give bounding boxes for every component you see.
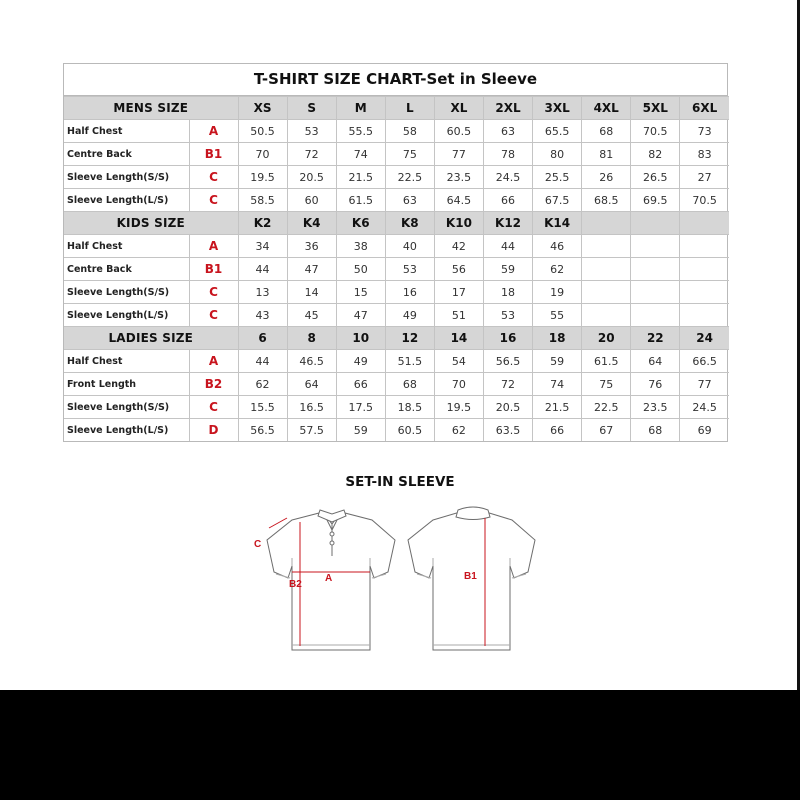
size-value: 74: [533, 373, 582, 396]
size-value: 21.5: [336, 166, 385, 189]
size-header: 6XL: [680, 97, 729, 120]
size-value: 60.5: [385, 419, 434, 442]
size-value: 13: [238, 281, 287, 304]
size-value: 36: [287, 235, 336, 258]
size-header: K12: [483, 212, 532, 235]
size-value: 59: [483, 258, 532, 281]
size-header: 12: [385, 327, 434, 350]
size-value: 58.5: [238, 189, 287, 212]
size-value: 61.5: [336, 189, 385, 212]
size-value: 68: [631, 419, 680, 442]
size-header: [680, 212, 729, 235]
size-value: 64: [287, 373, 336, 396]
size-value: 51.5: [385, 350, 434, 373]
size-value: 23.5: [631, 396, 680, 419]
size-value: [582, 258, 631, 281]
size-value: 62: [533, 258, 582, 281]
size-value: [680, 281, 729, 304]
size-value: 18.5: [385, 396, 434, 419]
size-header: 3XL: [533, 97, 582, 120]
size-header: L: [385, 97, 434, 120]
measurement-name: Centre Back: [64, 143, 189, 166]
size-value: 38: [336, 235, 385, 258]
size-value: 63: [385, 189, 434, 212]
size-header: 20: [582, 327, 631, 350]
measurement-code: C: [189, 281, 238, 304]
size-value: 59: [336, 419, 385, 442]
size-value: 27: [680, 166, 729, 189]
size-value: 76: [631, 373, 680, 396]
size-value: 82: [631, 143, 680, 166]
size-value: 77: [680, 373, 729, 396]
size-header: K8: [385, 212, 434, 235]
size-value: 16.5: [287, 396, 336, 419]
size-value: 74: [336, 143, 385, 166]
size-value: 22.5: [582, 396, 631, 419]
size-value: 49: [385, 304, 434, 327]
size-header: K4: [287, 212, 336, 235]
size-value: [680, 258, 729, 281]
size-value: 70: [238, 143, 287, 166]
size-value: 16: [385, 281, 434, 304]
size-value: 67.5: [533, 189, 582, 212]
section-header-row: [64, 327, 729, 350]
size-value: [582, 235, 631, 258]
label-a: A: [325, 573, 333, 584]
size-value: 24.5: [483, 166, 532, 189]
size-value: [631, 258, 680, 281]
size-value: 15: [336, 281, 385, 304]
size-value: 75: [385, 143, 434, 166]
size-value: 75: [582, 373, 631, 396]
size-value: 60.5: [434, 120, 483, 143]
size-value: 61.5: [582, 350, 631, 373]
measurement-code: A: [189, 120, 238, 143]
measurement-name: Half Chest: [64, 350, 189, 373]
table-row: [64, 419, 729, 442]
table-row: [64, 281, 729, 304]
size-value: 56.5: [483, 350, 532, 373]
size-value: 78: [483, 143, 532, 166]
size-value: 19: [533, 281, 582, 304]
size-value: 66: [336, 373, 385, 396]
chart-title: T-SHIRT SIZE CHART-Set in Sleeve: [64, 64, 727, 96]
size-value: 68.5: [582, 189, 631, 212]
section-1: [64, 212, 729, 327]
size-header: XS: [238, 97, 287, 120]
table-row: [64, 166, 729, 189]
size-header: 18: [533, 327, 582, 350]
size-value: 18: [483, 281, 532, 304]
size-value: 53: [385, 258, 434, 281]
label-c: C: [254, 539, 262, 550]
diagram-title: SET-IN SLEEVE: [345, 474, 455, 490]
measurement-code: C: [189, 396, 238, 419]
size-header: [631, 212, 680, 235]
size-value: 56: [434, 258, 483, 281]
size-header: 14: [434, 327, 483, 350]
measurement-name: Sleeve Length(S/S): [64, 281, 189, 304]
measurement-code: C: [189, 166, 238, 189]
size-value: 59: [533, 350, 582, 373]
size-table: [64, 96, 729, 441]
size-value: 57.5: [287, 419, 336, 442]
size-value: 55.5: [336, 120, 385, 143]
size-header: 2XL: [483, 97, 532, 120]
size-value: 77: [434, 143, 483, 166]
section-2: [64, 327, 729, 442]
measurement-name: Sleeve Length(L/S): [64, 189, 189, 212]
size-value: [680, 235, 729, 258]
measurement-name: Sleeve Length(L/S): [64, 304, 189, 327]
size-value: 70.5: [680, 189, 729, 212]
size-value: 62: [434, 419, 483, 442]
table-row: [64, 350, 729, 373]
size-value: 21.5: [533, 396, 582, 419]
size-value: 72: [287, 143, 336, 166]
size-header: 4XL: [582, 97, 631, 120]
label-b2: B2: [289, 579, 302, 590]
size-value: 51: [434, 304, 483, 327]
size-value: 46.5: [287, 350, 336, 373]
size-value: 72: [483, 373, 532, 396]
size-value: [631, 304, 680, 327]
size-value: 73: [680, 120, 729, 143]
size-value: 70.5: [631, 120, 680, 143]
size-value: 60: [287, 189, 336, 212]
size-value: 46: [533, 235, 582, 258]
size-value: 62: [238, 373, 287, 396]
size-value: 43: [238, 304, 287, 327]
size-header: 10: [336, 327, 385, 350]
measurement-name: Half Chest: [64, 235, 189, 258]
size-value: 53: [287, 120, 336, 143]
size-value: 68: [582, 120, 631, 143]
size-value: 63: [483, 120, 532, 143]
size-value: [582, 281, 631, 304]
size-value: 25.5: [533, 166, 582, 189]
size-value: 65.5: [533, 120, 582, 143]
size-value: 24.5: [680, 396, 729, 419]
table-row: [64, 143, 729, 166]
size-value: 54: [434, 350, 483, 373]
size-value: 44: [238, 350, 287, 373]
size-value: 47: [287, 258, 336, 281]
size-header: 8: [287, 327, 336, 350]
size-value: 17.5: [336, 396, 385, 419]
table-row: [64, 258, 729, 281]
size-value: 70: [434, 373, 483, 396]
measurement-name: Sleeve Length(L/S): [64, 419, 189, 442]
size-value: 55: [533, 304, 582, 327]
size-value: 50.5: [238, 120, 287, 143]
size-value: 47: [336, 304, 385, 327]
size-value: 44: [238, 258, 287, 281]
section-label: LADIES SIZE: [64, 327, 238, 350]
size-header: K2: [238, 212, 287, 235]
size-value: 69: [680, 419, 729, 442]
table-row: [64, 189, 729, 212]
size-value: 64: [631, 350, 680, 373]
size-value: 34: [238, 235, 287, 258]
size-value: 66.5: [680, 350, 729, 373]
section-header-row: [64, 212, 729, 235]
size-header: 22: [631, 327, 680, 350]
size-value: 53: [483, 304, 532, 327]
size-value: 80: [533, 143, 582, 166]
size-value: [680, 304, 729, 327]
measurement-code: C: [189, 304, 238, 327]
section-0: [64, 97, 729, 212]
measurement-name: Sleeve Length(S/S): [64, 396, 189, 419]
size-header: XL: [434, 97, 483, 120]
size-value: 19.5: [434, 396, 483, 419]
table-row: [64, 396, 729, 419]
size-value: 19.5: [238, 166, 287, 189]
measurement-code: B2: [189, 373, 238, 396]
size-value: [631, 235, 680, 258]
size-value: 50: [336, 258, 385, 281]
section-label: MENS SIZE: [64, 97, 238, 120]
size-value: 67: [582, 419, 631, 442]
size-value: 64.5: [434, 189, 483, 212]
size-header: 5XL: [631, 97, 680, 120]
measurement-name: Sleeve Length(S/S): [64, 166, 189, 189]
measurement-name: Half Chest: [64, 120, 189, 143]
size-value: 81: [582, 143, 631, 166]
measurement-code: C: [189, 189, 238, 212]
measurement-code: A: [189, 350, 238, 373]
size-value: 17: [434, 281, 483, 304]
measurement-code: A: [189, 235, 238, 258]
size-header: 24: [680, 327, 729, 350]
size-value: 40: [385, 235, 434, 258]
size-header: K6: [336, 212, 385, 235]
table-row: [64, 304, 729, 327]
size-value: 20.5: [483, 396, 532, 419]
size-value: 66: [533, 419, 582, 442]
size-value: 26.5: [631, 166, 680, 189]
size-value: 69.5: [631, 189, 680, 212]
size-header: S: [287, 97, 336, 120]
size-header: K14: [533, 212, 582, 235]
size-value: [631, 281, 680, 304]
size-value: 83: [680, 143, 729, 166]
section-header-row: [64, 97, 729, 120]
size-value: 45: [287, 304, 336, 327]
table-row: [64, 120, 729, 143]
measurement-code: B1: [189, 258, 238, 281]
size-value: 15.5: [238, 396, 287, 419]
label-b1: B1: [464, 571, 477, 582]
size-value: 49: [336, 350, 385, 373]
size-value: 44: [483, 235, 532, 258]
size-header: 6: [238, 327, 287, 350]
bottom-black-bar: [0, 690, 800, 800]
size-value: 58: [385, 120, 434, 143]
size-header: 16: [483, 327, 532, 350]
size-value: 22.5: [385, 166, 434, 189]
size-value: 14: [287, 281, 336, 304]
table-row: [64, 235, 729, 258]
measurement-code: D: [189, 419, 238, 442]
size-chart: [63, 63, 728, 442]
size-value: 66: [483, 189, 532, 212]
size-value: 42: [434, 235, 483, 258]
section-label: KIDS SIZE: [64, 212, 238, 235]
size-value: 56.5: [238, 419, 287, 442]
measurement-code: B1: [189, 143, 238, 166]
size-value: 26: [582, 166, 631, 189]
size-value: [582, 304, 631, 327]
size-header: K10: [434, 212, 483, 235]
table-row: [64, 373, 729, 396]
shirt-diagram: [240, 500, 560, 660]
measurement-name: Centre Back: [64, 258, 189, 281]
size-value: 63.5: [483, 419, 532, 442]
size-value: 23.5: [434, 166, 483, 189]
size-header: [582, 212, 631, 235]
measurement-name: Front Length: [64, 373, 189, 396]
size-header: M: [336, 97, 385, 120]
size-value: 20.5: [287, 166, 336, 189]
size-value: 68: [385, 373, 434, 396]
